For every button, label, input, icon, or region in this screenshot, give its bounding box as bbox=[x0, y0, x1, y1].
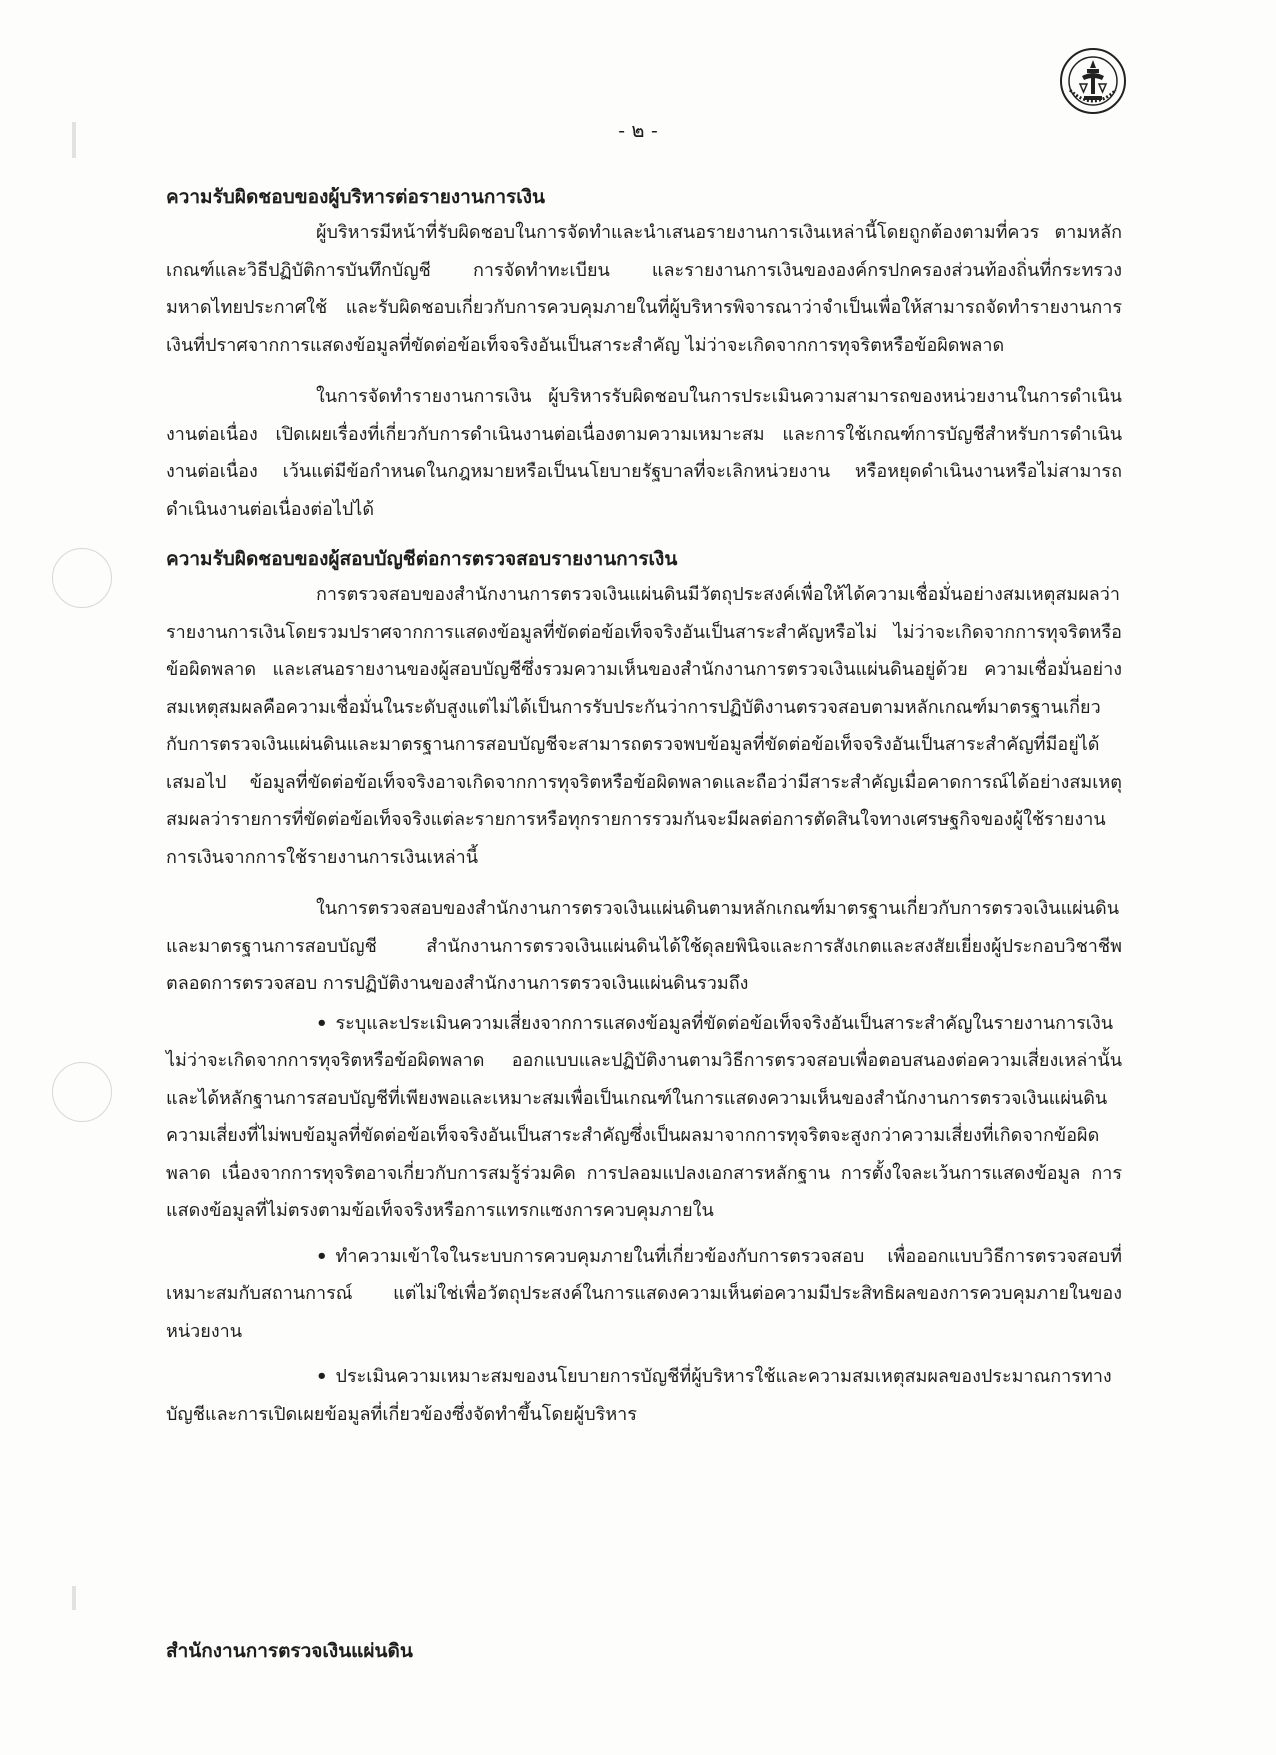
bullet-icon: • bbox=[316, 1366, 328, 1387]
section-heading-auditor: ความรับผิดชอบของผู้สอบบัญชีต่อการตรวจสอบรายงานการเงิน bbox=[166, 548, 678, 570]
bullet-icon: • bbox=[316, 1012, 328, 1034]
paragraph: ผู้บริหารมีหน้าที่รับผิดชอบในการจัดทำและนำเสนอรายงานการเงินเหล่านี้โดยถูกต้องตามที่ควร ตามหลักเกณฑ์และวิธีปฏิบัติการบันทึกบัญชี การจัดทำทะเบียน และรายงานการเงินขององค์กรปกครองส่วนท้องถิ่นที่กระทรวงมหาดไทยประกาศใช้ และรับผิดชอบเกี่ยวกับการควบคุมภายในที่ผู้บริหารพิจารณาว่าจำเป็นเพื่อให้สามารถจัดทำรายงานการเงินที่ปราศจากการแสดงข้อมูลที่ขัดต่อข้อเท็จจริงอันเป็นสาระสำคัญ ไม่ว่าจะเกิดจากการทุจริตหรือข้อผิดพลาด bbox=[166, 222, 1122, 356]
state-audit-office-seal-icon bbox=[1058, 46, 1128, 116]
section-heading-management: ความรับผิดชอบของผู้บริหารต่อรายงานการเงิน bbox=[166, 186, 545, 208]
bullet-item bbox=[166, 1358, 1122, 1433]
punch-hole bbox=[52, 1062, 112, 1122]
bullet-text: ทำความเข้าใจในระบบการควบคุมภายในที่เกี่ยวข้องกับการตรวจสอบ เพื่อออกแบบวิธีการตรวจสอบที่เหมาะสมกับสถานการณ์ แต่ไม่ใช่เพื่อวัตถุประสงค์ในการแสดงความเห็นต่อความมีประสิทธิผลของการควบคุมภายในของหน่วยงาน bbox=[166, 1245, 1122, 1342]
footer-organization: สำนักงานการตรวจเงินแผ่นดิน bbox=[166, 1640, 413, 1662]
binding-mark bbox=[72, 122, 76, 158]
bullet-item bbox=[166, 1238, 1122, 1351]
bullet-text: ประเมินความเหมาะสมของนโยบายการบัญชีที่ผู้บริหารใช้และความสมเหตุสมผลของประมาณการทางบัญชีและการเปิดเผยข้อมูลที่เกี่ยวข้องซึ่งจัดทำขึ้นโดยผู้บริหาร bbox=[166, 1366, 1112, 1425]
bullet-item bbox=[166, 1005, 1122, 1230]
binding-mark bbox=[72, 1586, 76, 1610]
bullet-text: ระบุและประเมินความเสี่ยงจากการแสดงข้อมูลที่ขัดต่อข้อเท็จจริงอันเป็นสาระสำคัญในรายงานการเงิน ไม่ว่าจะเกิดจากการทุจริตหรือข้อผิดพลาด ออกแบบและปฏิบัติงานตามวิธีการตรวจสอบเพื่อตอบสนองต่อความเสี่ยงเหล่านั้น และได้หลักฐานการสอบบัญชีที่เพียงพอและเหมาะสมเพื่อเป็นเกณฑ์ในการแสดงความเห็นของสำนักงานการตรวจเงินแผ่นดิน ความเสี่ยงที่ไม่พบข้อมูลที่ขัดต่อข้อเท็จจริงอันเป็นสาระสำคัญซึ่งเป็นผลมาจากการทุจริตจะสูงกว่าความเสี่ยงที่เกิดจากข้อผิดพลาด เนื่องจากการทุจริตอาจเกี่ยวกับการสมรู้ร่วมคิด การปลอมแปลงเอกสารหลักฐาน การตั้งใจละเว้นการแสดงข้อมูล การแสดงข้อมูลที่ไม่ตรงตามข้อเท็จจริงหรือการแทรกแซงการควบคุมภายใน bbox=[166, 1012, 1122, 1221]
page-number: - ๒ - bbox=[618, 118, 658, 142]
document-body bbox=[166, 180, 1122, 1441]
bullet-icon: • bbox=[316, 1245, 328, 1267]
paragraph: ในการจัดทำรายงานการเงิน ผู้บริหารรับผิดชอบในการประเมินความสามารถของหน่วยงานในการดำเนินงานต่อเนื่อง เปิดเผยเรื่องที่เกี่ยวกับการดำเนินงานต่อเนื่องตามความเหมาะสม และการใช้เกณฑ์การบัญชีสำหรับการดำเนินงานต่อเนื่อง เว้นแต่มีข้อกำหนดในกฎหมายหรือเป็นนโยบายรัฐบาลที่จะเลิกหน่วยงาน หรือหยุดดำเนินงานหรือไม่สามารถดำเนินงานต่อเนื่องต่อไปได้ bbox=[166, 386, 1122, 520]
punch-hole bbox=[52, 548, 112, 608]
paragraph: การตรวจสอบของสำนักงานการตรวจเงินแผ่นดินมีวัตถุประสงค์เพื่อให้ได้ความเชื่อมั่นอย่างสมเหตุสมผลว่า รายงานการเงินโดยรวมปราศจากการแสดงข้อมูลที่ขัดต่อข้อเท็จจริงอันเป็นสาระสำคัญหรือไม่ ไม่ว่าจะเกิดจากการทุจริตหรือข้อผิดพลาด และเสนอรายงานของผู้สอบบัญชีซึ่งรวมความเห็นของสำนักงานการตรวจเงินแผ่นดินอยู่ด้วย ความเชื่อมั่นอย่างสมเหตุสมผลคือความเชื่อมั่นในระดับสูงแต่ไม่ได้เป็นการรับประกันว่าการปฏิบัติงานตรวจสอบตามหลักเกณฑ์มาตรฐานเกี่ยวกับการตรวจเงินแผ่นดินและมาตรฐานการสอบบัญชีจะสามารถตรวจพบข้อมูลที่ขัดต่อข้อเท็จจริงอันเป็นสาระสำคัญที่มีอยู่ได้เสมอไป ข้อมูลที่ขัดต่อข้อเท็จจริงอาจเกิดจากการทุจริตหรือข้อผิดพลาดและถือว่ามีสาระสำคัญเมื่อคาดการณ์ได้อย่างสมเหตุสมผลว่ารายการที่ขัดต่อข้อเท็จจริงแต่ละรายการหรือทุกรายการรวมกันจะมีผลต่อการตัดสินใจทางเศรษฐกิจของผู้ใช้รายงานการเงินจากการใช้รายงานการเงินเหล่านี้ bbox=[166, 584, 1122, 868]
paragraph: ในการตรวจสอบของสำนักงานการตรวจเงินแผ่นดินตามหลักเกณฑ์มาตรฐานเกี่ยวกับการตรวจเงินแผ่นดินและมาตรฐานการสอบบัญชี สำนักงานการตรวจเงินแผ่นดินได้ใช้ดุลยพินิจและการสังเกตและสงสัยเยี่ยงผู้ประกอบวิชาชีพตลอดการตรวจสอบ การปฏิบัติงานของสำนักงานการตรวจเงินแผ่นดินรวมถึง bbox=[166, 898, 1122, 994]
